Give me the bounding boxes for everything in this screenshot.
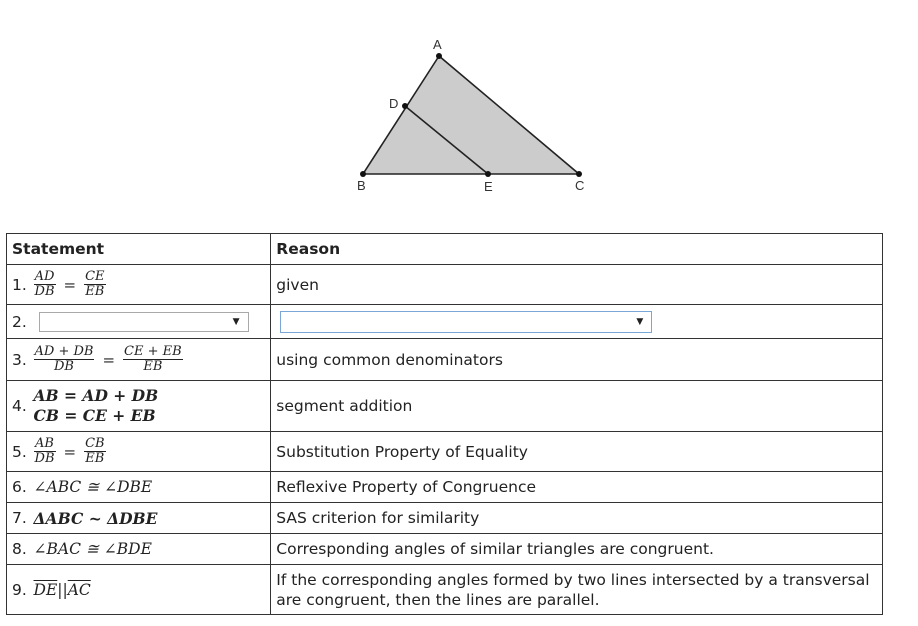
statement-dropdown[interactable] bbox=[39, 312, 249, 332]
table-row bbox=[7, 432, 883, 472]
statement-cell: $\frac{AB}{DB}$ = $\frac{CB}{EB}$ bbox=[31, 432, 271, 472]
statement-cell: ∠BAC ≅ ∠BDE bbox=[31, 534, 271, 565]
triangle-abc bbox=[363, 56, 579, 174]
triangle-down-icon: ▼ bbox=[636, 316, 644, 327]
segment-ac-label: $\overline{AC}$ bbox=[67, 580, 91, 599]
reason-cell: Corresponding angles of similar triangles are congruent. bbox=[271, 534, 883, 565]
label-e: E bbox=[484, 179, 493, 194]
reason-cell: Reflexive Property of Congruence bbox=[271, 472, 883, 503]
table-row bbox=[7, 565, 883, 615]
table-row bbox=[7, 503, 883, 534]
step-number: 4. bbox=[7, 381, 31, 432]
point-e bbox=[485, 171, 491, 177]
parallel-symbol: || bbox=[57, 580, 68, 599]
statement-cell: ∠ABC ≅ ∠DBE bbox=[31, 472, 271, 503]
statement-cell bbox=[31, 381, 271, 432]
table-row bbox=[7, 472, 883, 503]
step-number: 7. bbox=[7, 503, 31, 534]
step-number: 1. bbox=[7, 265, 31, 305]
reason-cell: Substitution Property of Equality bbox=[271, 432, 883, 472]
step-number: 6. bbox=[7, 472, 31, 503]
point-c bbox=[576, 171, 582, 177]
point-b bbox=[360, 171, 366, 177]
fraction: $\frac{CE + EB}{EB}$ bbox=[124, 344, 182, 374]
fraction: $\frac{AD + DB}{DB}$ bbox=[34, 344, 94, 374]
table-row bbox=[7, 339, 883, 381]
proof-table bbox=[6, 233, 883, 615]
statement-cell bbox=[31, 565, 271, 615]
fraction: $\frac{CE}{EB}$ bbox=[85, 269, 105, 299]
reason-dropdown[interactable] bbox=[280, 311, 652, 333]
reason-cell: If the corresponding angles formed by two lines intersected by a transversal are congruent, then the lines are parallel. bbox=[271, 565, 883, 615]
reason-header: Reason bbox=[271, 234, 883, 265]
step-number: 2. bbox=[7, 305, 31, 339]
statement-cell: $\frac{AD}{DB}$ = $\frac{CE}{EB}$ bbox=[31, 265, 271, 305]
fraction: $\frac{AD}{DB}$ bbox=[34, 269, 55, 299]
step-number: 3. bbox=[7, 339, 31, 381]
reason-cell: given bbox=[271, 265, 883, 305]
table-row bbox=[7, 534, 883, 565]
step-number: 9. bbox=[7, 565, 31, 615]
label-a: A bbox=[433, 37, 442, 52]
header-row bbox=[7, 234, 883, 265]
triangle-diagram bbox=[0, 0, 918, 226]
label-b: B bbox=[357, 178, 366, 193]
label-d: D bbox=[389, 96, 399, 111]
reason-cell: segment addition bbox=[271, 381, 883, 432]
equation-stack: AB = AD + DB CB = CE + EB bbox=[33, 386, 159, 425]
table-row bbox=[7, 381, 883, 432]
statement-header: Statement bbox=[7, 234, 271, 265]
table-row bbox=[7, 265, 883, 305]
step-number: 8. bbox=[7, 534, 31, 565]
label-c: C bbox=[575, 178, 585, 193]
reason-cell bbox=[271, 305, 883, 339]
point-d bbox=[402, 103, 408, 109]
statement-cell bbox=[31, 305, 271, 339]
segment-de-label: $\overline{DE}$ bbox=[33, 580, 58, 599]
statement-cell: $\frac{AD + DB}{DB}$ = $\frac{CE + EB}{EB}$ bbox=[31, 339, 271, 381]
table-row bbox=[7, 305, 883, 339]
fraction: $\frac{CB}{EB}$ bbox=[85, 436, 105, 466]
point-a bbox=[436, 53, 442, 59]
reason-cell: SAS criterion for similarity bbox=[271, 503, 883, 534]
reason-cell: using common denominators bbox=[271, 339, 883, 381]
step-number: 5. bbox=[7, 432, 31, 472]
fraction: $\frac{AB}{DB}$ bbox=[34, 436, 55, 466]
statement-cell: ΔABC ~ ΔDBE bbox=[31, 503, 271, 534]
triangle-down-icon: ▼ bbox=[232, 316, 240, 327]
